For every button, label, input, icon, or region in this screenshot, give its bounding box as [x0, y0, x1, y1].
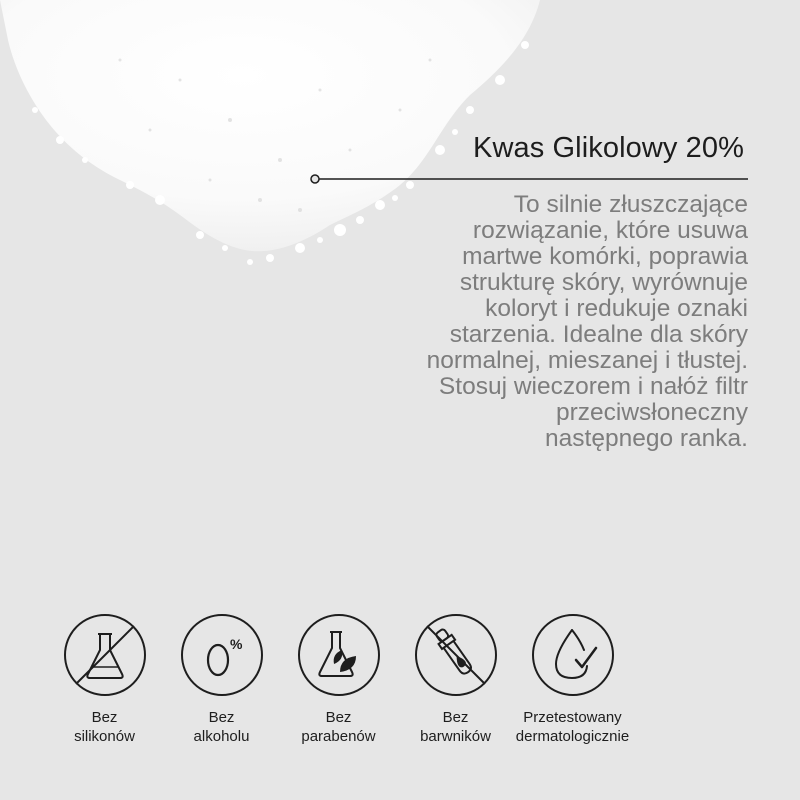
flask-leaf-icon — [296, 612, 382, 698]
badge-dermatologically-tested — [514, 612, 631, 746]
description-line: strukturę skóry, wyrównuje — [459, 269, 748, 296]
description-line: normalnej, mieszanej i tłustej. — [426, 347, 748, 374]
description-line: następnego ranka. — [545, 425, 748, 452]
description-line: To silnie złuszczające — [513, 191, 748, 218]
description-line: martwe komórki, poprawia — [462, 243, 748, 270]
feature-badges — [46, 612, 631, 746]
badge-label-line1: Bez — [208, 709, 235, 726]
description-line: przeciwsłoneczny — [556, 399, 748, 426]
badge-label-line2: silikonów — [74, 728, 135, 745]
badge-no-parabens — [280, 612, 397, 746]
description-line: rozwiązanie, które usuwa — [472, 217, 748, 244]
badge-no-silicones — [46, 612, 163, 746]
crossed-dropper-icon — [413, 612, 499, 698]
badge-label-line1: Bez — [91, 709, 118, 726]
zero-percent-icon — [179, 612, 265, 698]
product-description — [348, 192, 748, 452]
leader-line — [308, 172, 748, 186]
badge-label-line2: parabenów — [301, 728, 376, 745]
product-title: Kwas Glikolowy 20% — [473, 132, 744, 164]
badge-no-dyes — [397, 612, 514, 746]
badge-label-line1: Przetestowany — [523, 709, 622, 726]
badge-no-alcohol — [163, 612, 280, 746]
badge-label-line1: Bez — [325, 709, 352, 726]
percent-glyph: % — [229, 636, 242, 652]
badge-label-line1: Bez — [442, 709, 469, 726]
description-line: starzenia. Idealne dla skóry — [449, 321, 748, 348]
description-line: koloryt i redukuje oznaki — [485, 295, 748, 322]
badge-label-line2: alkoholu — [193, 728, 250, 745]
badge-label-line2: dermatologicznie — [515, 728, 630, 745]
crossed-flask-icon — [62, 612, 148, 698]
badge-label-line2: barwników — [420, 728, 491, 745]
description-line: Stosuj wieczorem i nałóż filtr — [438, 373, 748, 400]
drop-check-icon — [530, 612, 616, 698]
